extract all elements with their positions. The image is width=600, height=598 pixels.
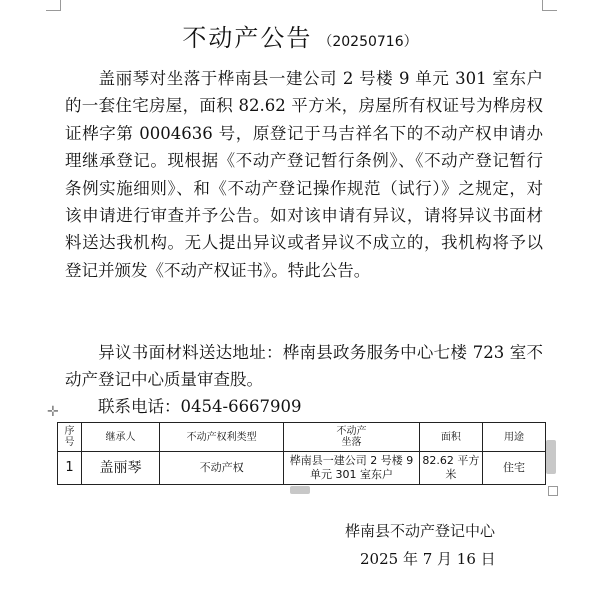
cell-area: 82.62 平方米: [419, 452, 482, 485]
heir-table: [57, 422, 546, 485]
col-header-heir: 继承人: [81, 423, 159, 452]
notice-address-paragraph: [65, 339, 543, 394]
cell-heir: 盖丽琴: [81, 452, 159, 485]
col-header-location-line2: 坐落: [341, 437, 362, 448]
cell-right-type: 不动产权: [160, 452, 284, 485]
col-header-location: [284, 423, 420, 452]
col-header-index: 序号: [58, 423, 82, 452]
col-header-location-line1: 不动产: [336, 426, 367, 437]
cell-usage: 住宅: [482, 452, 545, 485]
page-corner-marker-left: [46, 0, 61, 11]
col-header-usage: 用途: [482, 423, 545, 452]
cell-location: 桦南县一建公司 2 号楼 9 单元 301 室东户: [284, 452, 420, 485]
page-corner-marker-right: [542, 0, 557, 11]
signature-organization: 桦南县不动产登记中心: [345, 522, 496, 540]
table-move-handle-icon[interactable]: ✛: [47, 404, 59, 420]
notice-main-text: 盖丽琴对坐落于桦南县一建公司 2 号楼 9 单元 301 室东户的一套住宅房屋，面积 82.62 平方米，房屋所有权证号为桦房权证桦字第 0004636 号，原登记于马吉祥名下的不动产权申请办理继承登记。现根据《不动产登记暂行条例》、《不动产登记暂行条例实施细则》、和《不动产登记操作规范（试行）》之规定，对该申请进行审查并予公告。如对该申请有异议，请将异议书面材料送达我机构。无人提出异议或者异议不成立的，我机构将予以登记并颁发《不动产权证书》。特此公告。: [65, 69, 543, 280]
table-row: [58, 452, 546, 485]
table-header-row: [58, 423, 546, 452]
col-header-right-type: 不动产权利类型: [160, 423, 284, 452]
notice-title-text: 不动产公告: [182, 24, 313, 52]
table-resize-handle[interactable]: [548, 486, 558, 496]
notice-address-text: 异议书面材料送达地址：桦南县政务服务中心七楼 723 室不动产登记中心质量审查股。: [65, 343, 543, 390]
cell-index: 1: [58, 452, 82, 485]
notice-code: （20250716）: [318, 34, 418, 50]
contact-phone: 联系电话：0454-6667909: [98, 397, 302, 416]
notice-title: [0, 18, 600, 53]
table-add-column-handle[interactable]: [546, 440, 556, 474]
col-header-area: 面积: [419, 423, 482, 452]
signature-date: 2025 年 7 月 16 日: [360, 550, 496, 568]
notice-main-paragraph: [65, 65, 543, 284]
notice-contact-paragraph: [65, 393, 543, 420]
table-add-row-handle[interactable]: [290, 486, 310, 494]
